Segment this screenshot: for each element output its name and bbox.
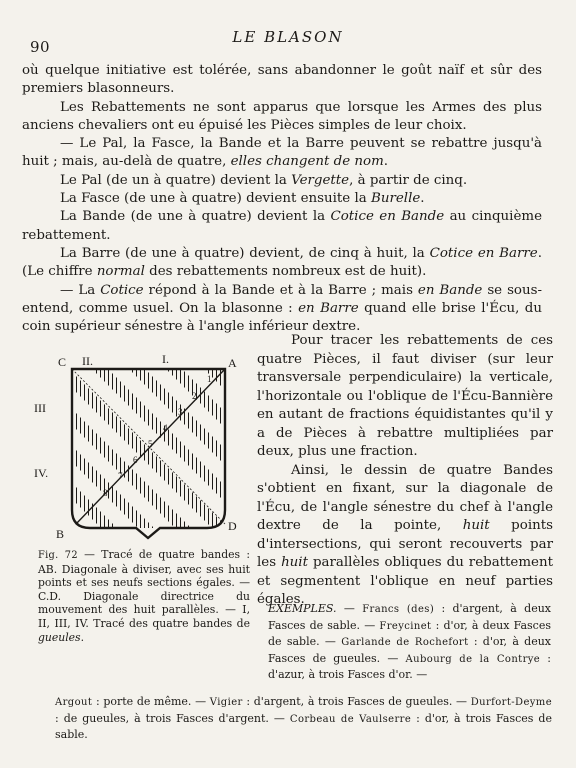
examples-continued — [55, 694, 552, 743]
point-number: 4 — [163, 423, 168, 433]
text-run: : d'argent, à trois Fasces de gueules. — — [242, 695, 471, 708]
text-run: huit — [462, 518, 490, 533]
text-run: parallèles obliques du rebattement et segmentent l'oblique en neuf parties égales. — [257, 555, 553, 607]
point-number: 1 — [207, 374, 212, 384]
text-run: : de gueules, à trois Fasces d'argent. — — [55, 711, 290, 725]
running-title: LE BLASON — [232, 28, 344, 46]
text-run: La Bande (de une à quatre) devient la — [60, 209, 331, 225]
text-run: — Le Pal, la Fasce, la Bande et la Barre peuvent se rebattre jusqu'à huit ; mais, au-delà de quatre, — [22, 136, 542, 170]
text-run: répond à la Bande et à la Barre ; mais — [143, 282, 418, 298]
paragraph — [22, 245, 542, 282]
text-run: : d'or, à deux Fasces de gueules. — — [268, 635, 552, 665]
family-name: Francs (des) — [362, 604, 435, 615]
text-run: : porte de même. — — [92, 695, 210, 708]
text-run: — — [336, 602, 363, 615]
text-run: . — [420, 191, 425, 207]
heraldic-diagram — [32, 352, 257, 552]
corner-label-C: C — [58, 355, 67, 369]
text-run: au cinquième rebattement. — [22, 209, 542, 243]
band-label-III: III — [34, 401, 46, 415]
text-run: Cotice en Barre — [429, 245, 538, 261]
paragraph: Les Rebattements ne sont apparus que lorsque les Armes des plus anciens chevaliers ont eu épuisé les Pièces simples de leur choix. — [22, 99, 542, 133]
text-run: Vergette — [291, 172, 350, 188]
text-run: des rebattements nombreux est de huit). — [144, 264, 427, 280]
right-column-text — [257, 332, 553, 610]
text-run: normal — [96, 264, 145, 280]
point-number: 7 — [118, 471, 123, 481]
band-label-IV: IV. — [34, 466, 49, 480]
text-run: en Bande — [417, 282, 483, 298]
band-label-II: II. — [82, 354, 93, 368]
family-name: Garlande de Rochefort — [341, 637, 469, 648]
paragraph — [257, 462, 553, 610]
text-run: . — [383, 154, 389, 170]
paragraph: Pour tracer les rebattements de ces quatre Pièces, il faut diviser (sur leur transversale perpendiculaire) la verticale, l'horizontale ou l'oblique de l'Écu-Bannière en autant de fractions équidistantes qu'il y a de Pièces à rebattre multipliées par deux, plus une fraction. — [257, 333, 553, 459]
corner-label-B: B — [56, 527, 65, 541]
text-run: Cotice en Bande — [330, 209, 445, 225]
shield-drawing — [32, 352, 257, 552]
text-run: : d'or, à trois Fasces de sable. — [55, 711, 552, 741]
text-run: : d'argent, à deux Fasces de sable. — — [268, 602, 551, 632]
text-run: Le Pal (de un à quatre) devient la — [60, 172, 292, 188]
text-run: : d'or, à deux Fasces de sable. — — [268, 618, 551, 648]
paragraph — [22, 208, 542, 245]
family-name: Durfort-Deyme — [470, 697, 553, 708]
text-run: points d'intersections, qui seront recouverts par les — [257, 518, 553, 570]
text-run: . (Le chiffre — [22, 245, 542, 280]
text-run: en Barre — [298, 300, 359, 316]
corner-label-A: A — [228, 356, 237, 370]
paragraph — [22, 190, 542, 208]
figure-caption — [38, 548, 250, 644]
paragraph — [22, 172, 542, 190]
text-run: huit — [281, 555, 308, 570]
paragraph — [22, 282, 542, 337]
family-name: Freycinet — [379, 620, 432, 632]
text-run: , à partir de cinq. — [349, 172, 468, 188]
family-name: Argout — [55, 697, 93, 708]
text-run: — La — [60, 282, 101, 298]
text-run: Burelle — [371, 191, 421, 207]
point-number: 8 — [103, 488, 108, 498]
point-number: 6 — [133, 455, 138, 465]
text-run: : d'azur, à trois Fasces d'or. — — [268, 651, 551, 681]
page-number: 90 — [30, 38, 51, 56]
point-number: 5 — [148, 439, 153, 449]
paragraph — [22, 135, 542, 172]
text-run: Cotice — [100, 282, 144, 298]
text-run: Ainsi, le dessin de quatre Bandes s'obtient en fixant, sur la diagonale de l'Écu, de l'angle sénestre du chef à l'angle dextre de la pointe, — [257, 462, 553, 533]
family-name: Corbeau de Vaulserre — [289, 713, 412, 725]
family-name: Vigier — [209, 697, 243, 708]
point-number: 3 — [178, 407, 183, 417]
text-run: La Fasce (de une à quatre) devient ensuite la — [60, 191, 372, 207]
paragraph: où quelque initiative est tolérée, sans abandonner le goût naïf et sûr des premiers blasonneurs. — [22, 63, 542, 97]
corner-label-D: D — [228, 519, 237, 533]
band-label-I: I. — [162, 352, 169, 366]
text-run: quand elle brise l'Écu, du coin supérieur sénestre à l'angle inférieur dextre. — [22, 300, 542, 335]
text-run: se sous-entend, comme usuel. On la blasonne : — [22, 282, 543, 316]
figure-number: Fig. 72 — [38, 550, 78, 561]
caption-text: . — [80, 630, 85, 644]
text-run: elles changent de nom — [230, 154, 384, 170]
caption-text: — Tracé de quatre bandes : AB. Diagonale à diviser, avec ses huit points et ses neufs sections égales. — C.D. Diagonale directrice du mouvement des huit parallèles. — I, II, III, IV. Tracé des quatre bandes de — [38, 548, 250, 630]
family-name: Aubourg de la Contrye — [405, 653, 541, 665]
text-run: La Barre (de une à quatre) devient, de cinq à huit, la — [60, 245, 430, 261]
point-number: 2 — [192, 391, 197, 401]
caption-text: gueules — [38, 630, 81, 644]
main-text — [22, 62, 542, 336]
examples-block — [268, 601, 551, 683]
examples-label: EXEMPLES. — [268, 602, 337, 615]
